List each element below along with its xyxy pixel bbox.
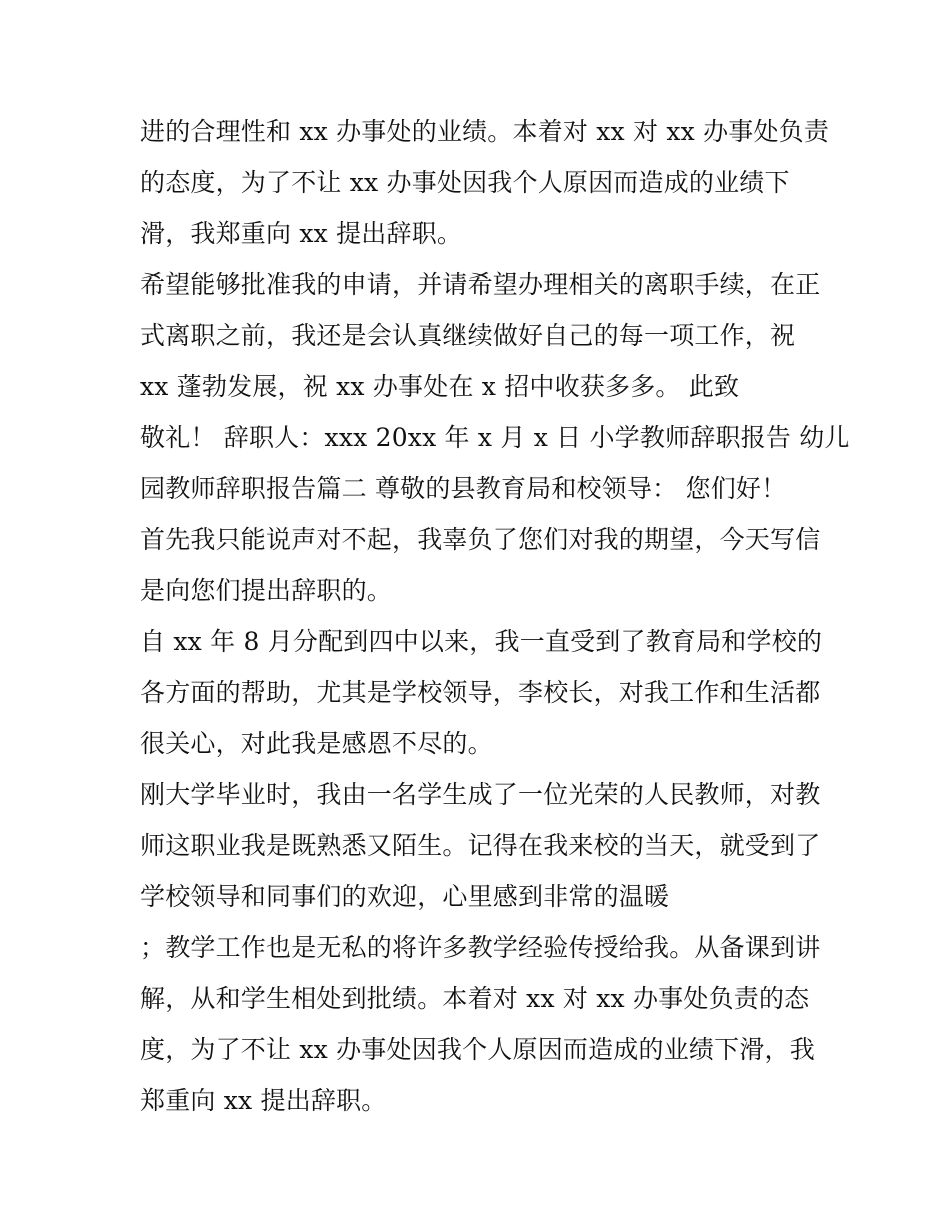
text-line: xx 蓬勃发展，祝 xx 办事处在 x 招中收获多多。 此致 (140, 372, 740, 401)
text-line: 解，从和学生相处到批绩。本着对 xx 对 xx 办事处负责的态 (140, 984, 810, 1013)
text-line: 首先我只能说声对不起，我辜负了您们对我的期望，今天写信 (140, 525, 821, 554)
text-line: 进的合理性和 xx 办事处的业绩。本着对 xx 对 xx 办事处负责 (140, 117, 830, 146)
body-text (140, 106, 850, 1126)
text-line: 的态度，为了不让 xx 办事处因我个人原因而造成的业绩下 (140, 168, 790, 197)
text-line: 滑，我郑重向 xx 提出辞职。 (140, 219, 463, 248)
text-line: 郑重向 xx 提出辞职。 (140, 1086, 387, 1115)
text-line: 敬礼！ 辞职人：xxx 20xx 年 x 月 x 日 小学教师辞职报告 幼儿 (140, 423, 850, 452)
text-line: 刚大学毕业时，我由一名学生成了一位光荣的人民教师，对教 (140, 780, 821, 809)
text-line: 很关心，对此我是感恩不尽的。 (140, 729, 493, 758)
text-line: 各方面的帮助，尤其是学校领导，李校长，对我工作和生活都 (140, 678, 821, 707)
text-line: 园教师辞职报告篇二 尊敬的县教育局和校领导： 您们好！ (140, 474, 787, 503)
text-line: 是向您们提出辞职的。 (140, 576, 393, 605)
text-line: ；教学工作也是无私的将许多教学经验传授给我。从备课到讲 (140, 933, 821, 962)
text-line: 师这职业我是既熟悉又陌生。记得在我来校的当天，就受到了 (140, 831, 821, 860)
text-line: 式离职之前，我还是会认真继续做好自己的每一项工作，祝 (140, 321, 796, 350)
text-line: 度，为了不让 xx 办事处因我个人原因而造成的业绩下滑，我 (140, 1035, 815, 1064)
text-line: 希望能够批准我的申请，并请希望办理相关的离职手续，在正 (140, 270, 821, 299)
text-line: 学校领导和同事们的欢迎，心里感到非常的温暖 (140, 882, 670, 911)
text-line: 自 xx 年 8 月分配到四中以来，我一直受到了教育局和学校的 (140, 627, 823, 656)
